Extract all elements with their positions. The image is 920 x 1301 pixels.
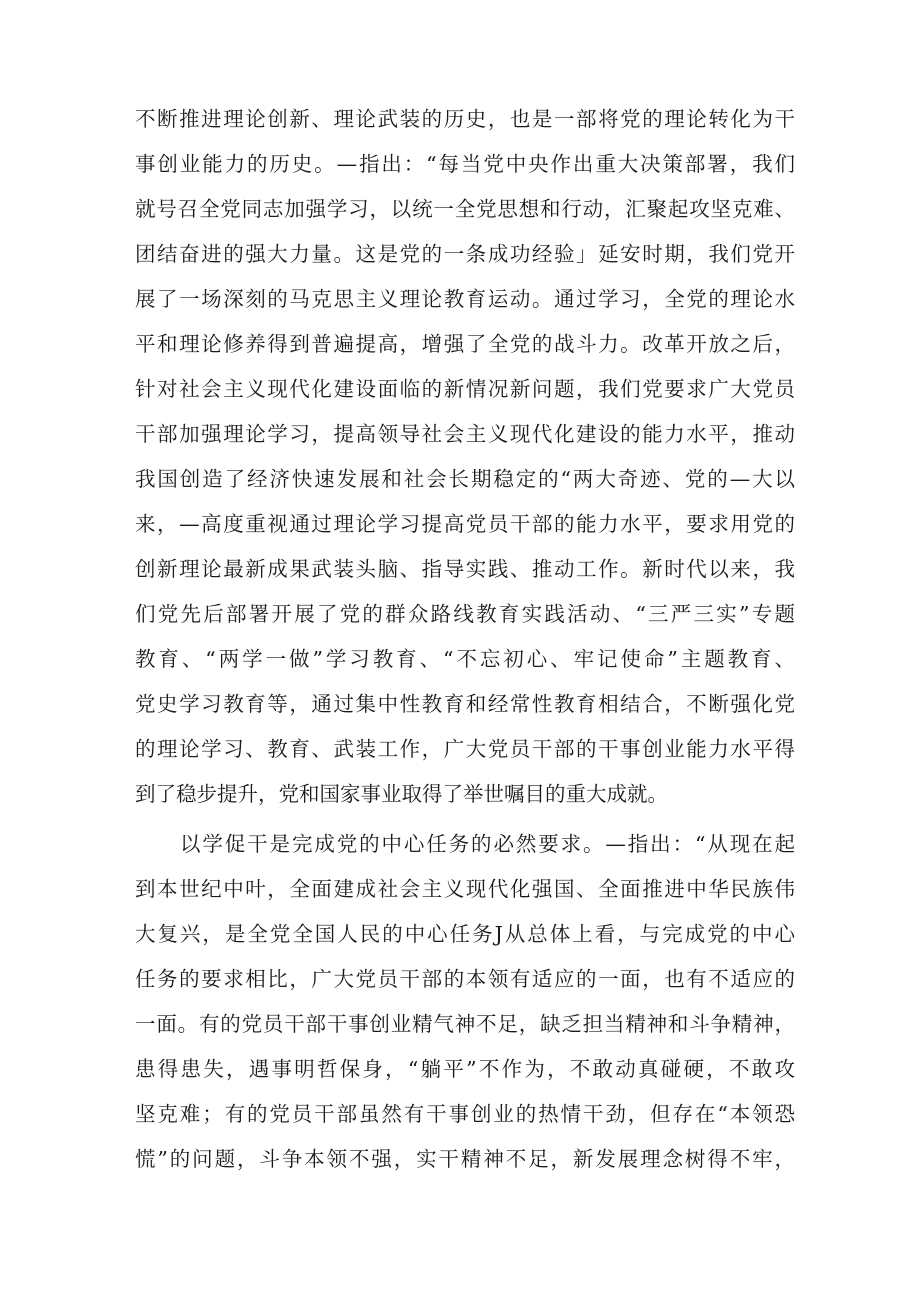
text-line: 大复兴，是全党全国人民的中心任务J从总体上看，与完成党的中心 bbox=[135, 922, 795, 946]
text-line: 不断推进理论创新、理论武装的历史，也是一部将党的理论转化为干 bbox=[135, 107, 795, 131]
text-line: 事创业能力的历史。—指出：“每当党中央作出重大决策部署，我们 bbox=[135, 152, 795, 176]
text-line: 平和理论修养得到普遍提高，增强了全党的战斗力。改革开放之后， bbox=[135, 332, 795, 356]
text-line: 党史学习教育等，通过集中性教育和经常性教育相结合，不断强化党 bbox=[135, 692, 795, 716]
text-line: 以学促干是完成党的中心任务的必然要求。—指出：“从现在起 bbox=[180, 832, 795, 856]
text-line: 任务的要求相比，广大党员干部的本领有适应的一面，也有不适应的 bbox=[135, 967, 795, 991]
text-line: 针对社会主义现代化建设面临的新情况新问题，我们党要求广大党员 bbox=[135, 377, 795, 401]
text-line: 来，—高度重视通过理论学习提高党员干部的能力水平，要求用党的 bbox=[135, 512, 795, 536]
document-body bbox=[135, 97, 795, 1182]
text-line: 我国创造了经济快速发展和社会长期稳定的“两大奇迹、党的—大以 bbox=[135, 467, 795, 491]
text-line: 的理论学习、教育、武装工作，广大党员干部的干事创业能力水平得 bbox=[135, 737, 795, 761]
text-line: 展了一场深刻的马克思主义理论教育运动。通过学习，全党的理论水 bbox=[135, 287, 795, 311]
text-line: 就号召全党同志加强学习，以统一全党思想和行动，汇聚起攻坚克难、 bbox=[135, 197, 795, 221]
text-line: 团结奋进的强大力量。这是党的一条成功经验」延安时期，我们党开 bbox=[135, 242, 795, 266]
text-line: 到了稳步提升，党和国家事业取得了举世嘱目的重大成就。 bbox=[135, 782, 668, 806]
text-line: 到本世纪中叶，全面建成社会主义现代化强国、全面推进中华民族伟 bbox=[135, 877, 795, 901]
text-line: 干部加强理论学习，提高领导社会主义现代化建设的能力水平，推动 bbox=[135, 422, 795, 446]
text-line: 教育、“两学一做”学习教育、“不忘初心、牢记使命”主题教育、 bbox=[135, 647, 795, 671]
text-line: 一面。有的党员干部干事创业精气神不足，缺乏担当精神和斗争精神， bbox=[135, 1012, 795, 1036]
text-line: 患得患失，遇事明哲保身，“躺平”不作为，不敢动真碰硬，不敢攻 bbox=[135, 1057, 795, 1081]
paragraph-2 bbox=[135, 822, 795, 1182]
text-line: 慌”的问题，斗争本领不强，实干精神不足，新发展理念树得不牢， bbox=[135, 1147, 795, 1171]
text-line: 创新理论最新成果武装头脑、指导实践、推动工作。新时代以来，我 bbox=[135, 557, 795, 581]
text-line: 坚克难；有的党员干部虽然有干事创业的热情干劲，但存在“本领恐 bbox=[135, 1102, 795, 1126]
paragraph-1 bbox=[135, 97, 795, 817]
text-line: 们党先后部署开展了党的群众路线教育实践活动、“三严三实”专题 bbox=[135, 602, 795, 626]
